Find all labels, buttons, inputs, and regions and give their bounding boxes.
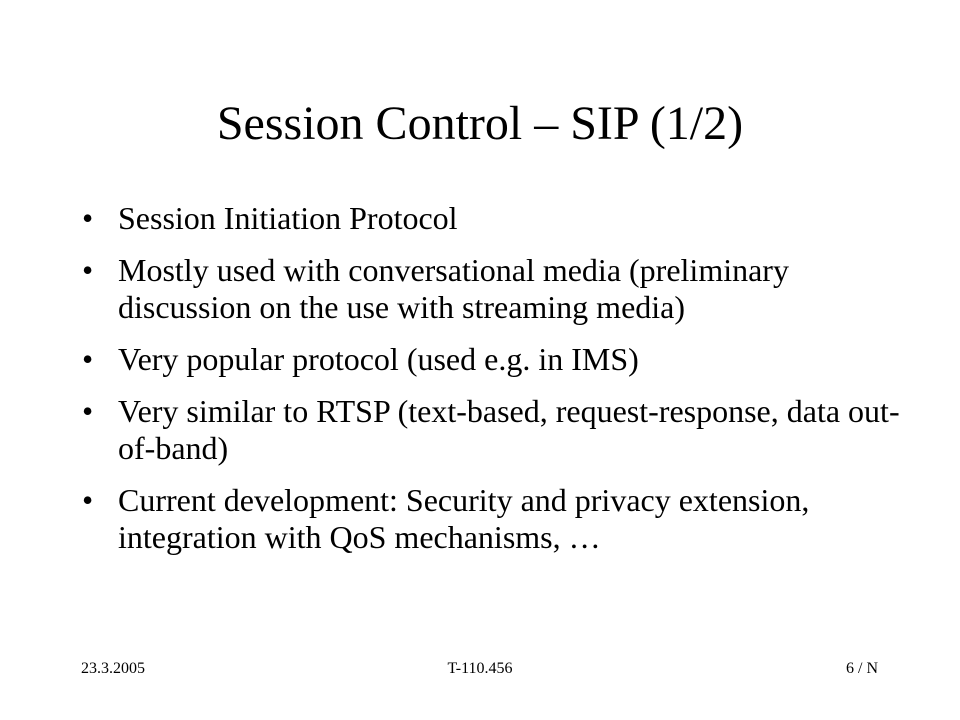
footer-page-number: 6 / N [846,660,878,677]
bullet-item [82,341,902,378]
bullet-text: Mostly used with conversational media (preliminary discussion on the use with streaming media) [118,252,789,325]
bullet-list [82,200,902,571]
bullet-item [82,393,902,467]
slide-title: Session Control – SIP (1/2) [216,97,744,150]
bullet-marker: • [82,200,94,236]
footer-date: 23.3.2005 [81,660,145,677]
footer-course-code: T-110.456 [447,660,513,677]
bullet-text: Current development: Security and privacy extension, integration with QoS mechanisms, … [118,482,810,555]
bullet-marker: • [82,393,94,429]
bullet-marker: • [82,252,94,288]
bullet-marker: • [82,482,94,518]
bullet-marker: • [82,341,94,377]
bullet-text: Very similar to RTSP (text-based, request-response, data out-of-band) [118,393,900,466]
bullet-text: Session Initiation Protocol [118,200,458,236]
bullet-item [82,252,902,326]
bullet-item [82,200,902,237]
bullet-text: Very popular protocol (used e.g. in IMS) [118,341,639,377]
bullet-item [82,482,902,556]
